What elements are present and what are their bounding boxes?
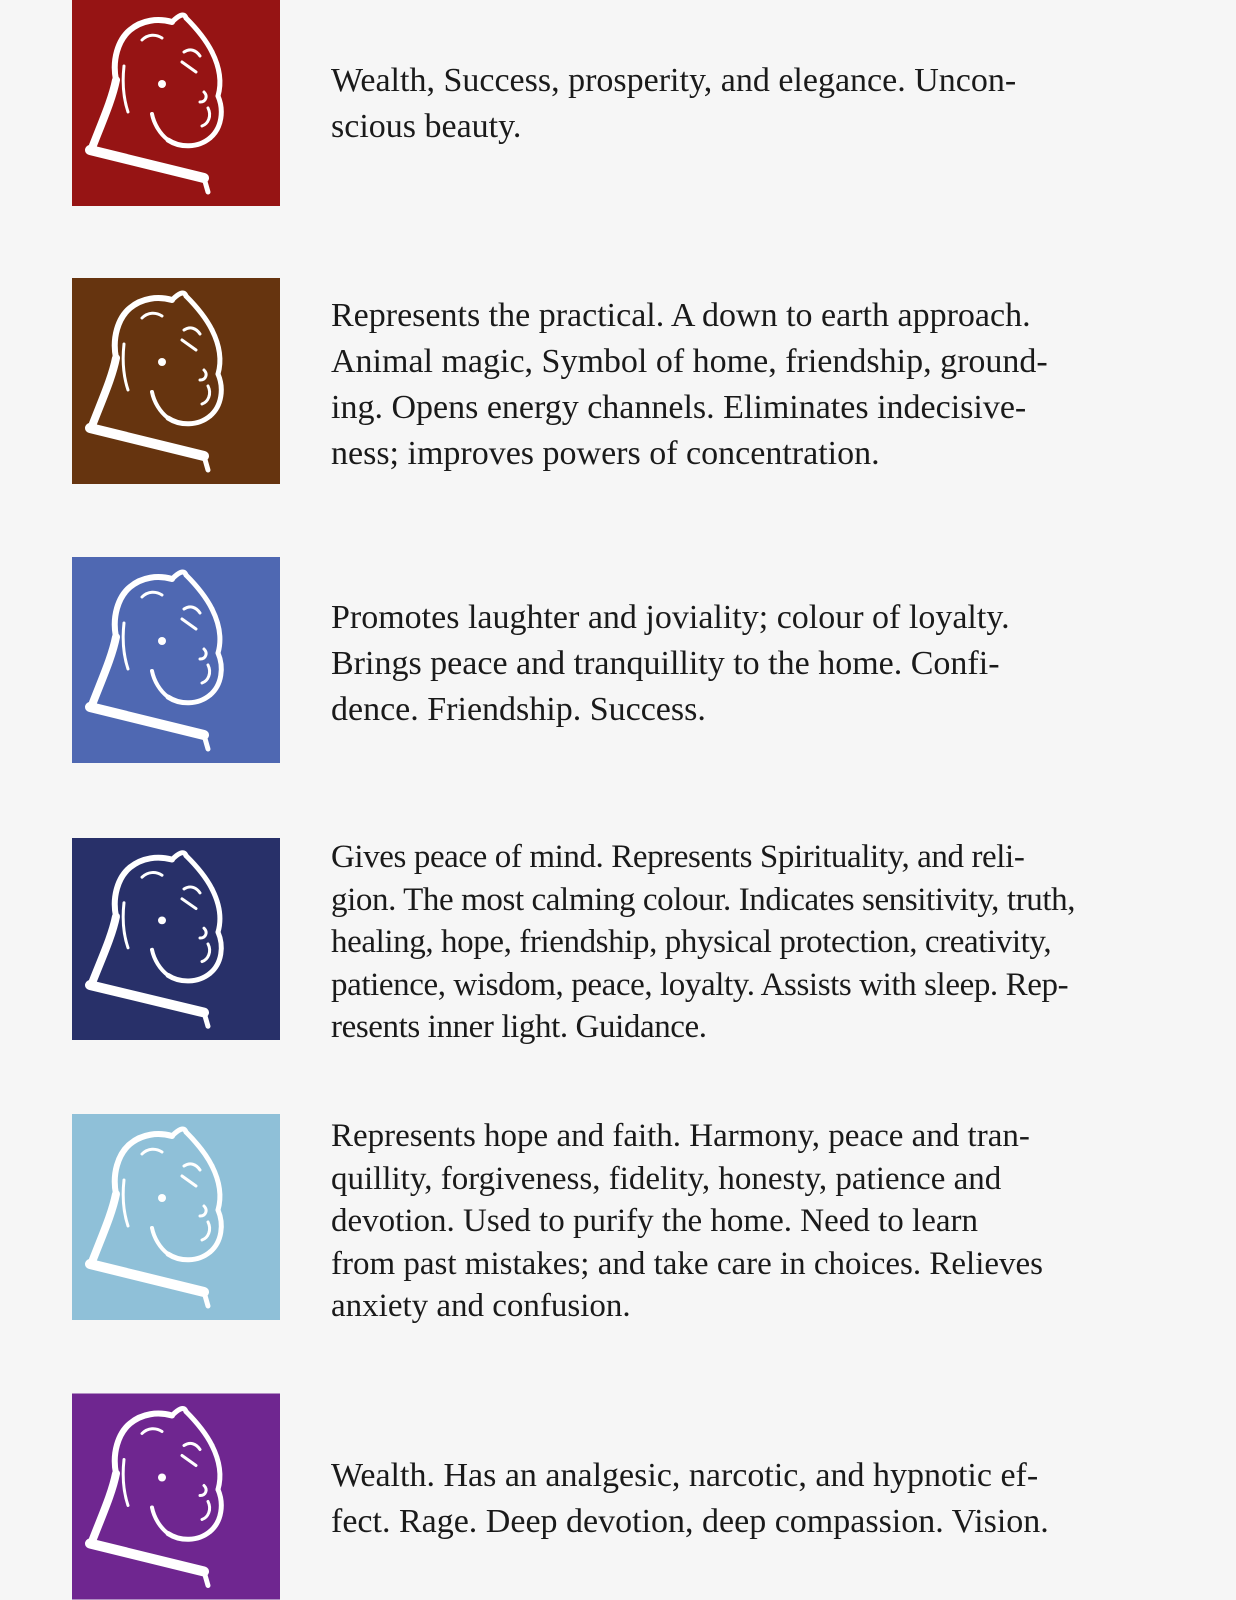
color-swatch-red: [72, 0, 280, 206]
color-description-5: Represents hope and faith. Harmony, peace and tran- quillity, forgiveness, fidelity, honesty, patience and devotion. Used to purify the home. Need to learn from past mistakes; and take care in choices. Relieves anxiety and confusion.: [331, 1118, 1043, 1324]
color-description-4: Gives peace of mind. Represents Spirituality, and reli- gion. The most calming colour. Indicates sensitivity, truth, healing, hope, friendship, physical protection, creativity, patience, wisdom, peace, loyalty. Assists with sleep. Rep- resents inner light. Guidance.: [331, 839, 1076, 1045]
color-swatch-purple: [72, 1393, 280, 1600]
dog-head-icon: [72, 0, 280, 206]
color-description-3: Promotes laughter and joviality; colour of loyalty. Brings peace and tranquillity to the home. Confi- dence. Friendship. Success.: [331, 599, 1010, 728]
color-swatch-light-blue: [72, 1114, 280, 1320]
dog-head-icon: [72, 838, 280, 1040]
color-description-1: Wealth, Success, prosperity, and elegance. Uncon- scious beauty.: [331, 62, 1017, 145]
dog-head-icon: [72, 1393, 280, 1600]
dog-head-icon: [72, 278, 280, 484]
dog-head-icon: [72, 1114, 280, 1320]
color-description-2: Represents the practical. A down to earth approach. Animal magic, Symbol of home, friendship, ground- ing. Opens energy channels. Eliminates indecisive- ness; improves powers of concentration.: [331, 297, 1048, 472]
color-swatch-blue: [72, 557, 280, 763]
color-swatch-brown: [72, 278, 280, 484]
color-description-6: Wealth. Has an analgesic, narcotic, and hypnotic ef- fect. Rage. Deep devotion, deep compassion. Vision.: [331, 1457, 1049, 1540]
dog-head-icon: [72, 557, 280, 763]
color-swatch-navy: [72, 838, 280, 1040]
